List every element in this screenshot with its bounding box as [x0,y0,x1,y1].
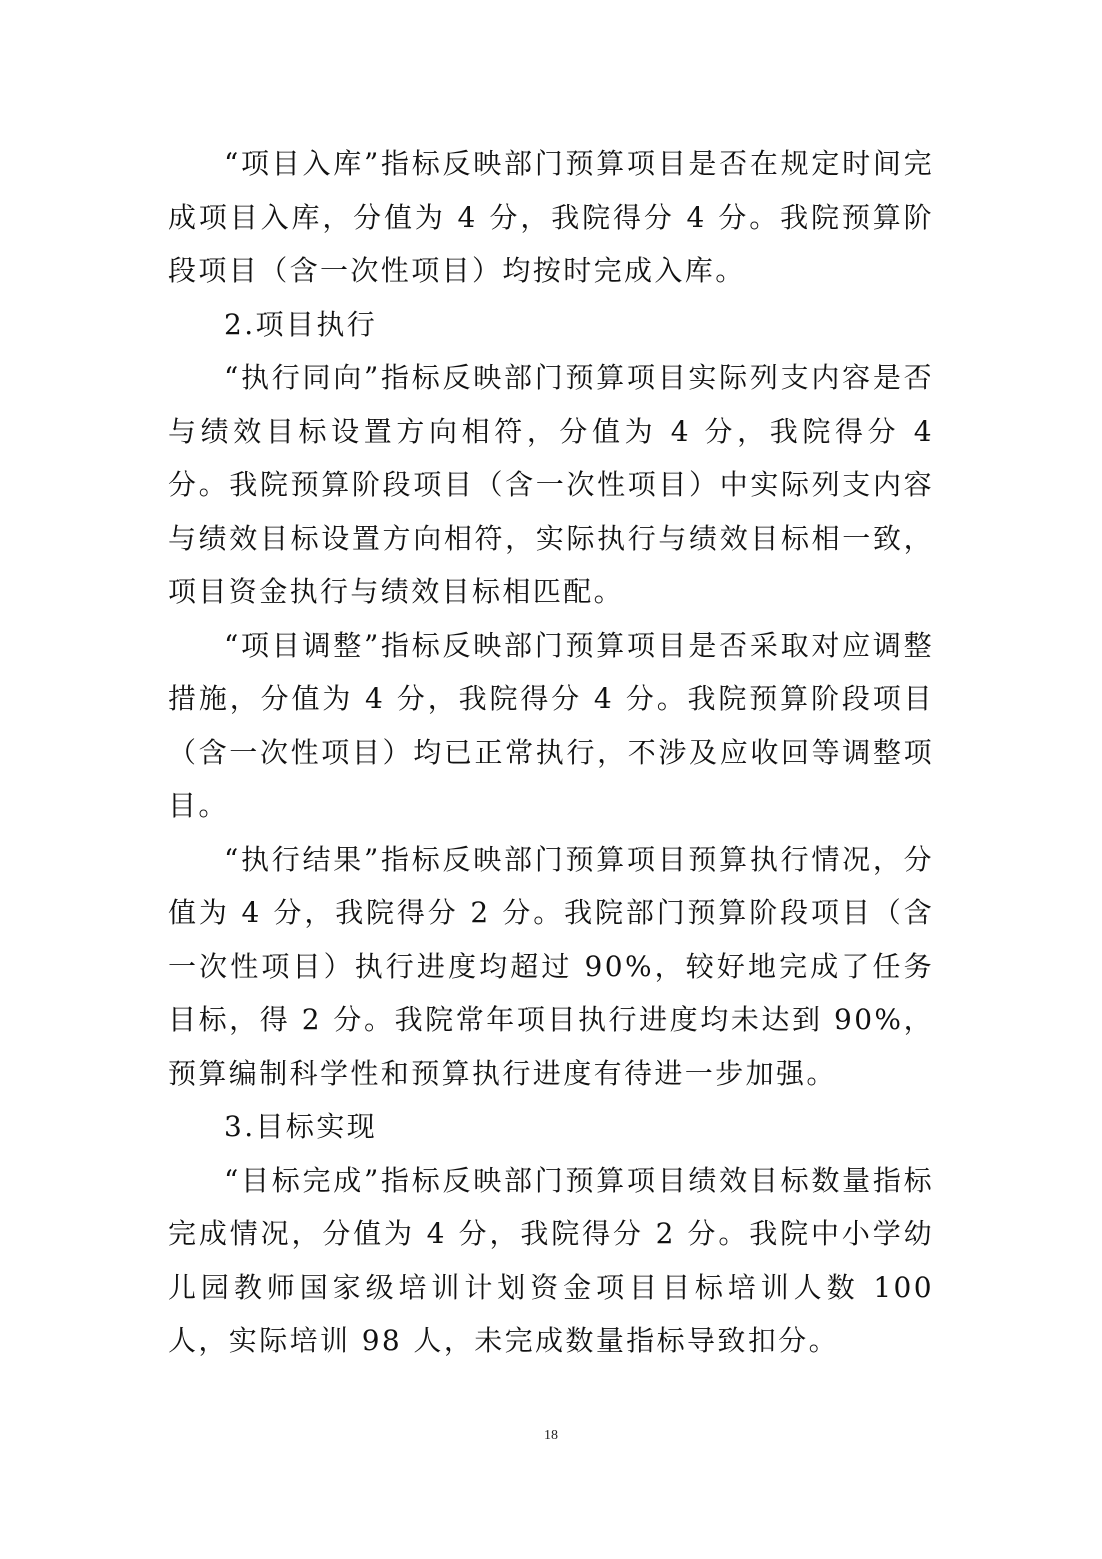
page-number: 18 [544,1428,558,1443]
paragraph-execution-result: “执行结果”指标反映部门预算项目预算执行情况，分值为 4 分，我院得分 2 分。我院部门预算阶段项目（含一次性项目）执行进度均超过 90%，较好地完成了任务目标，得 2 分。我院常年项目执行进度均未达到 90%，预算编制科学性和预算执行进度有待进一步加强。 [168,842,934,1090]
paragraph-project-warehousing: “项目入库”指标反映部门预算项目是否在规定时间完成项目入库，分值为 4 分，我院得分 4 分。我院预算阶段项目（含一次性项目）均按时完成入库。 [168,147,934,287]
paragraph-project-adjustment: “项目调整”指标反映部门预算项目是否采取对应调整措施，分值为 4 分，我院得分 4 分。我院预算阶段项目（含一次性项目）均已正常执行，不涉及应收回等调整项目。 [168,628,934,822]
page-body [168,137,934,1368]
section-heading-goal-achievement: 3.目标实现 [224,1110,378,1143]
paragraph-execution-direction: “执行同向”指标反映部门预算项目实际列支内容是否与绩效目标设置方向相符，分值为 4 分，我院得分 4 分。我院预算阶段项目（含一次性项目）中实际列支内容与绩效目标设置方向相符，实际执行与绩效目标相一致，项目资金执行与绩效目标相匹配。 [168,361,934,608]
paragraph-goal-completion: “目标完成”指标反映部门预算项目绩效目标数量指标完成情况，分值为 4 分，我院得分 2 分。我院中小学幼儿园教师国家级培训计划资金项目目标培训人数 100 人，实际培训 98 人，未完成数量指标导致扣分。 [168,1163,934,1357]
section-heading-project-execution: 2.项目执行 [224,307,378,341]
